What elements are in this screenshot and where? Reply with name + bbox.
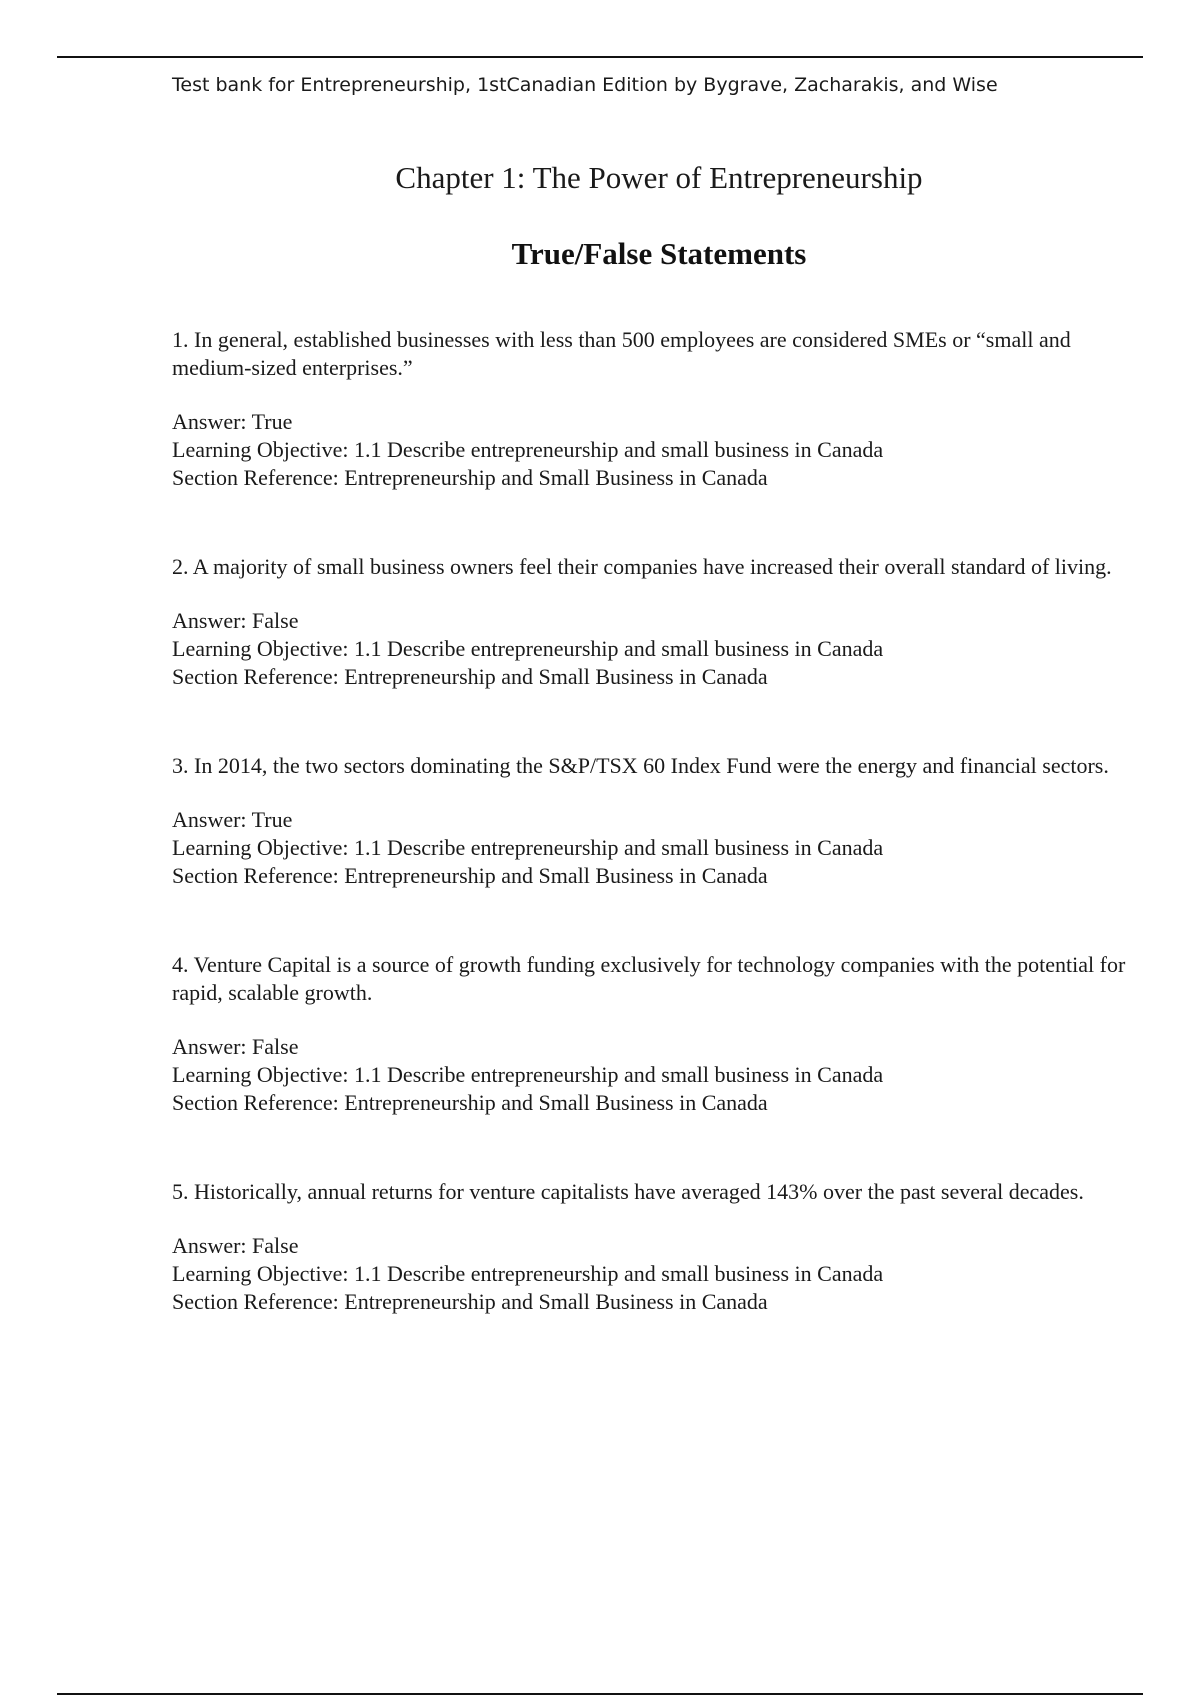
- footer-rule: [57, 1693, 1143, 1695]
- answer-line: Answer: True: [172, 409, 293, 434]
- question-list: [172, 326, 1150, 1377]
- question-text: 2. A majority of small business owners feel their companies have increased their overall standard of living.: [172, 554, 1112, 579]
- question-text: 4. Venture Capital is a source of growth funding exclusively for technology companies with the potential for rapid, scalable growth.: [172, 952, 1126, 1005]
- learning-objective-line: Learning Objective: 1.1 Describe entrepreneurship and small business in Canada: [172, 636, 884, 661]
- running-header: Test bank for Entrepreneurship, 1stCanadian Edition by Bygrave, Zacharakis, and Wise: [172, 74, 998, 96]
- learning-objective-line: Learning Objective: 1.1 Describe entrepreneurship and small business in Canada: [172, 1062, 884, 1087]
- question-text: 1. In general, established businesses with less than 500 employees are considered SMEs or “small and medium-sized enterprises.”: [172, 327, 1071, 380]
- answer-line: Answer: False: [172, 1233, 299, 1258]
- section-reference-line: Section Reference: Entrepreneurship and Small Business in Canada: [172, 1289, 768, 1314]
- section-reference-line: Section Reference: Entrepreneurship and Small Business in Canada: [172, 1090, 768, 1115]
- header-rule: [57, 56, 1143, 58]
- question-item: [172, 951, 1150, 1117]
- chapter-title: Chapter 1: The Power of Entrepreneurship: [395, 160, 923, 195]
- question-item: [172, 553, 1150, 691]
- learning-objective-line: Learning Objective: 1.1 Describe entrepreneurship and small business in Canada: [172, 437, 884, 462]
- answer-line: Answer: True: [172, 807, 293, 832]
- learning-objective-line: Learning Objective: 1.1 Describe entrepreneurship and small business in Canada: [172, 1261, 884, 1286]
- section-reference-line: Section Reference: Entrepreneurship and Small Business in Canada: [172, 465, 768, 490]
- question-item: [172, 326, 1150, 492]
- answer-line: Answer: False: [172, 1034, 299, 1059]
- question-item: [172, 752, 1150, 890]
- question-text: 5. Historically, annual returns for venture capitalists have averaged 143% over the past several decades.: [172, 1179, 1084, 1204]
- learning-objective-line: Learning Objective: 1.1 Describe entrepreneurship and small business in Canada: [172, 835, 884, 860]
- question-text: 3. In 2014, the two sectors dominating the S&P/TSX 60 Index Fund were the energy and financial sectors.: [172, 753, 1109, 778]
- question-item: [172, 1178, 1150, 1316]
- section-title: True/False Statements: [511, 236, 807, 271]
- answer-line: Answer: False: [172, 608, 299, 633]
- section-reference-line: Section Reference: Entrepreneurship and Small Business in Canada: [172, 863, 768, 888]
- section-reference-line: Section Reference: Entrepreneurship and Small Business in Canada: [172, 664, 768, 689]
